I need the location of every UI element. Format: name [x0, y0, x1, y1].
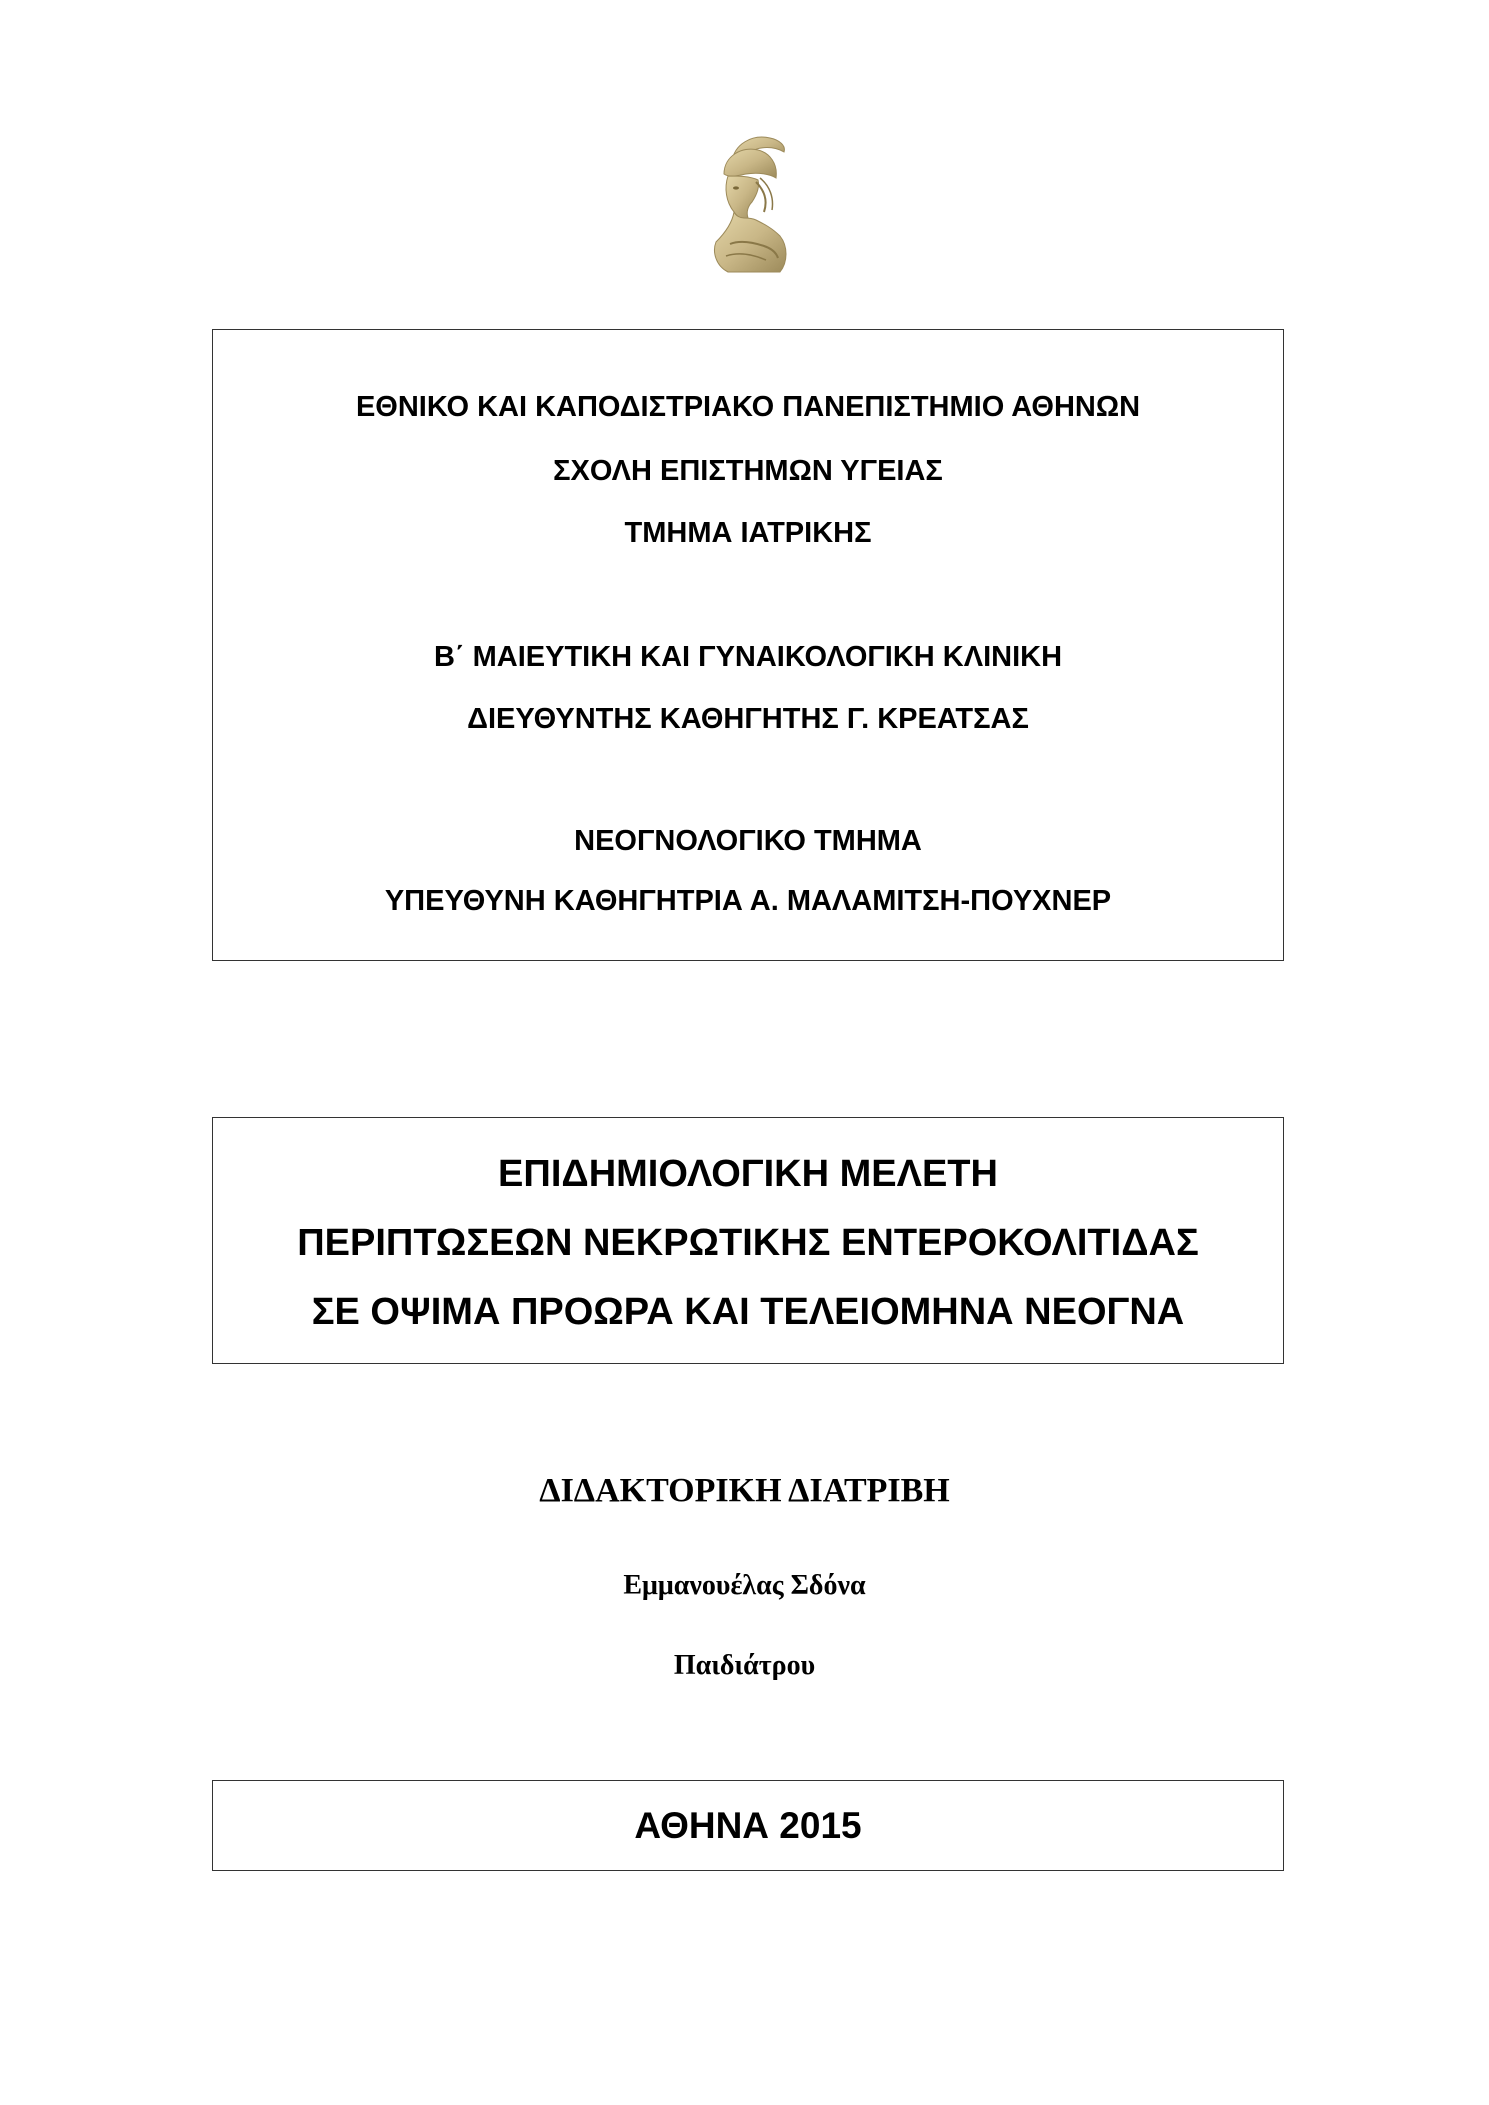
place-year: ΑΘΗΝΑ 2015 — [634, 1805, 862, 1846]
thesis-title-line-1: ΕΠΙΔΗΜΙΟΛΟΓΙΚΗ ΜΕΛΕΤΗ — [498, 1153, 998, 1195]
university-name: ΕΘΝΙΚΟ ΚΑΙ ΚΑΠΟΔΙΣΤΡΙΑΚΟ ΠΑΝΕΠΙΣΤΗΜΙΟ ΑΘΗΝΩΝ — [355, 391, 1141, 423]
unit-name: ΝΕΟΓΝΟΛΟΓΙΚΟ ΤΜΗΜΑ — [574, 825, 922, 857]
author-title: Παιδιάτρου — [673, 1650, 816, 1681]
place-year-box — [212, 1780, 1284, 1871]
thesis-type: ΔΙΔΑΚΤΟΡΙΚΗ ΔΙΑΤΡΙΒΗ — [539, 1472, 950, 1509]
university-emblem-logo — [694, 132, 800, 276]
thesis-title-box — [212, 1117, 1284, 1364]
thesis-title-line-2: ΠΕΡΙΠΤΩΣΕΩΝ ΝΕΚΡΩΤΙΚΗΣ ΕΝΤΕΡΟΚΟΛΙΤΙΔΑΣ — [297, 1222, 1199, 1264]
school-name: ΣΧΟΛΗ ΕΠΙΣΤΗΜΩΝ ΥΓΕΙΑΣ — [553, 455, 943, 487]
unit-head: ΥΠΕΥΘΥΝΗ ΚΑΘΗΓΗΤΡΙΑ Α. ΜΑΛΑΜΙΤΣΗ-ΠΟΥΧΝΕΡ — [384, 885, 1112, 917]
department-name: ΤΜΗΜΑ ΙΑΤΡΙΚΗΣ — [624, 517, 872, 549]
clinic-name: Β΄ ΜΑΙΕΥΤΙΚΗ ΚΑΙ ΓΥΝΑΙΚΟΛΟΓΙΚΗ ΚΛΙΝΙΚΗ — [433, 641, 1063, 673]
author-name: Εμμανουέλας Σδόνα — [623, 1570, 866, 1601]
clinic-director: ΔΙΕΥΘΥΝΤΗΣ ΚΑΘΗΓΗΤΗΣ Γ. ΚΡΕΑΤΣΑΣ — [467, 703, 1029, 735]
thesis-title-line-3: ΣΕ ΟΨΙΜΑ ΠΡΟΩΡΑ ΚΑΙ ΤΕΛΕΙΟΜΗΝΑ ΝΕΟΓΝΑ — [311, 1291, 1185, 1333]
institution-box — [212, 329, 1284, 961]
